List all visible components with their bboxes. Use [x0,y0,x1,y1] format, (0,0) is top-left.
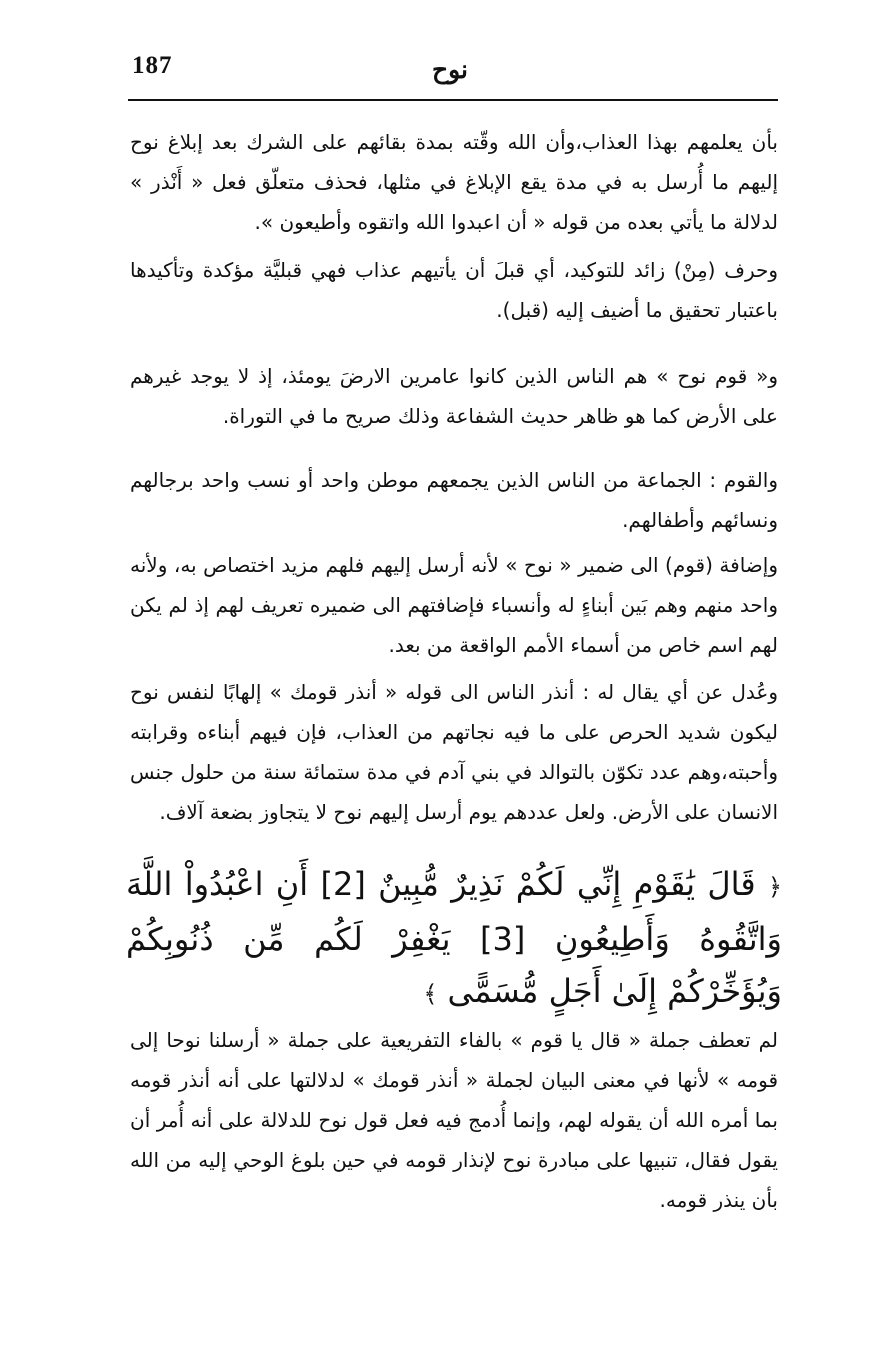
header-divider [128,99,778,101]
quran-verse [126,858,782,1020]
paragraph-5: وإضافة (قوم) الى ضمير « نوح » لأنه أرسل إليهم فلهم مزيد اختصاص به، ولأنه واحد منهم وهم بَين أبناءٍ له وأنسباء فإضافتهم الى ضميره تعريف لهم إذ لم يكن لهم اسم خاص من أسماء الأمم الواقعة من بعد. [130,553,778,657]
paragraph-7: لم تعطف جملة « قال يا قوم » بالفاء التفريعية على جملة « أرسلنا نوحا إلى قومه » لأنها في معنى البيان لجملة « أنذر قومك » لدلالتها على أنه أنذر قومه بما أمره الله أن يقوله لهم، وإنما أُدمج فيه فعل قول نوح للدلالة على أنه أُمر أن يقول فقال، تنبيها على مبادرة نوح لإنذار قومه في حين بلوغ الوحي إليه من الله بأن ينذر قومه. [130,1028,778,1212]
paragraph-3: و« قوم نوح » هم الناس الذين كانوا عامرين الارضَ يومئذ، إذ لا يوجد غيرهم على الأرض كما هو ظاهر حديث الشفاعة وذلك صريح ما في التوراة. [130,364,778,428]
verse-close-bracket: ﴾ [423,980,438,1008]
running-title: نوح [431,55,468,84]
paragraph-2: وحرف (مِنْ) زائد للتوكيد، أي قبلَ أن يأتيهم عذاب فهي قبليَّة مؤكدة وتأكيدها باعتبار تحقيق ما أضيف إليه (قبل). [130,258,778,322]
paragraph-1: بأن يعلمهم بهذا العذاب،وأن الله وقّته بمدة بقائهم على الشرك بعد إبلاغ نوح إليهم ما أُرسل به في مدة يقع الإبلاغ في مثلها، فحذف متعلّق فعل « أَنْذر » لدلالة ما يأتي بعده من قوله « أن اعبدوا الله واتقوه وأطيعون ». [130,130,778,234]
verse-open-bracket: ﴿ [767,873,783,901]
paragraph-4: والقوم : الجماعة من الناس الذين يجمعهم موطن واحد أو نسب واحد برجالهم ونسائهم وأطفالهم. [130,468,778,532]
paragraph-6: وعُدل عن أي يقال له : أنذر الناس الى قوله « أنذر قومك » إلهابًا لنفس نوح ليكون شديد الحرص على ما فيه نجاتهم من العذاب، فإن فيهم أبناءه وقرابته وأحبته،وهم عدد تكوّن بالتوالد في بني آدم في مدة ستمائة سنة من حلول جنس الانسان على الأرض. ولعل عددهم يوم أرسل إليهم نوح لا يتجاوز بضعة آلاف. [130,680,778,824]
verse-text: قَالَ يَٰقَوْمِ إِنِّي لَكُمْ نَذِيرٌ مُّبِينٌ [2] أَنِ اعْبُدُواْ اللَّهَ وَاتَّقُوهُ وَأَطِيعُونِ [3] يَغْفِرْ لَكُم مِّن ذُنُوبِكُمْ وَيُؤَخِّرْكُمْ إِلَىٰ أَجَلٍ مُّسَمًّى [126,865,783,1010]
page-number: 187 [132,52,173,79]
